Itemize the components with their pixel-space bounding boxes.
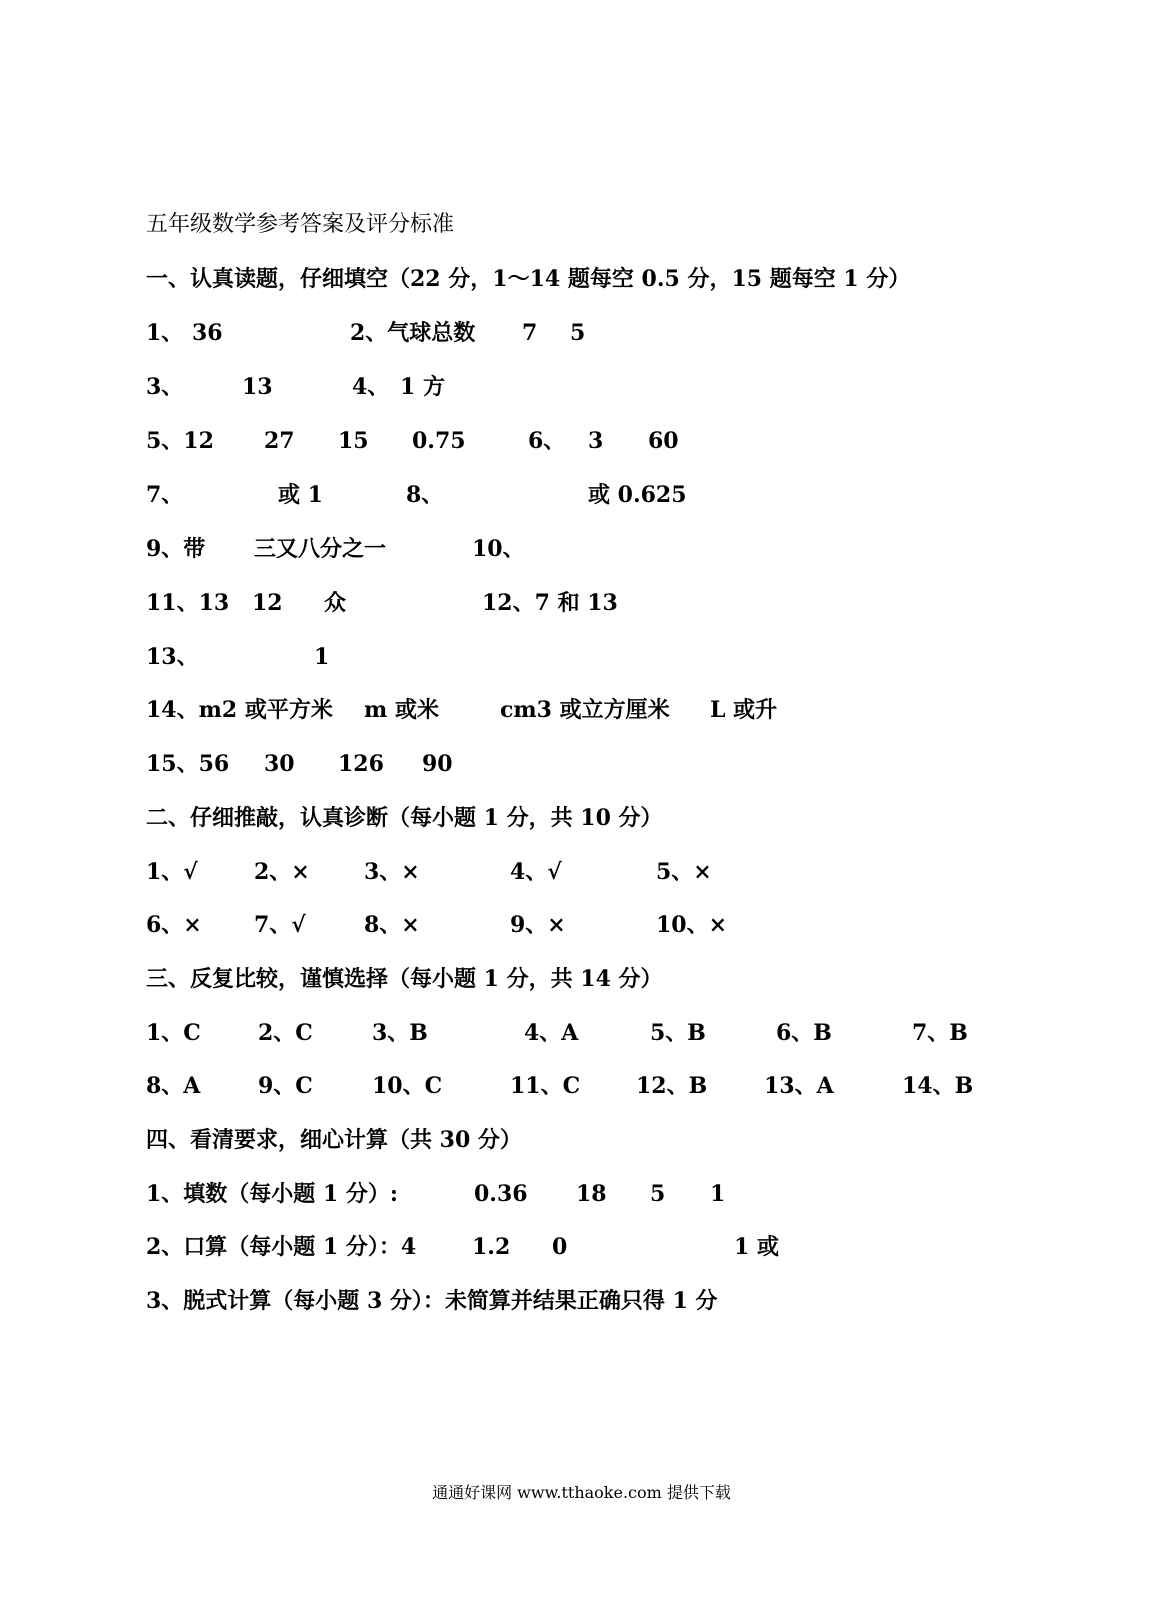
- answer-item: 12、B: [636, 1073, 708, 1099]
- answer-item: 27: [264, 428, 295, 454]
- answer-item: 14、B: [902, 1073, 974, 1099]
- answer-item: 3、: [146, 374, 184, 400]
- footer-download-note: 通通好课网 www.tthaoke.com 提供下载: [432, 1483, 731, 1502]
- answer-item: 4、: [352, 374, 390, 400]
- answer-item: 11、C: [510, 1073, 581, 1099]
- answer-item: 或 1: [278, 482, 323, 508]
- answer-item: 3、脱式计算（每小题 3 分）：未简算并结果正确只得 1 分: [146, 1288, 718, 1314]
- answer-item: 7: [522, 320, 538, 346]
- section1-heading: 一、认真读题，仔细填空（22 分，1～14 题每空 0.5 分，15 题每空 1 分）: [146, 266, 911, 292]
- answer-item: 或 0.625: [588, 482, 687, 508]
- answer-item: 5、×: [656, 859, 712, 885]
- answer-item: 126: [338, 751, 384, 777]
- answer-item: 3、×: [364, 859, 420, 885]
- answer-item: 10、C: [372, 1073, 443, 1099]
- answer-item: L 或升: [710, 697, 778, 723]
- answer-item: m 或米: [364, 697, 439, 723]
- answer-item: 15、56: [146, 751, 230, 777]
- answer-item: 15: [338, 428, 369, 454]
- answer-item: 0.75: [412, 428, 466, 454]
- answer-item: 7、√: [254, 912, 306, 938]
- answer-item: 60: [648, 428, 679, 454]
- section3-heading: 三、反复比较，谨慎选择（每小题 1 分，共 14 分）: [146, 966, 663, 992]
- answer-item: 14、m2 或平方米: [146, 697, 333, 723]
- answer-item: 10、: [472, 536, 525, 562]
- answer-item: 8、: [406, 482, 444, 508]
- answer-item: 1 或: [734, 1234, 779, 1260]
- answer-item: 7、B: [912, 1020, 968, 1046]
- answer-item: 8、×: [364, 912, 420, 938]
- answer-item: 0: [552, 1234, 568, 1260]
- answer-item: 1、填数（每小题 1 分）:: [146, 1181, 399, 1207]
- answer-item: 5: [570, 320, 586, 346]
- answer-item: 6、×: [146, 912, 202, 938]
- answer-item: cm3 或立方厘米: [500, 697, 670, 723]
- answer-item: 30: [264, 751, 295, 777]
- answer-item: 3、B: [372, 1020, 428, 1046]
- answer-item: 5、B: [650, 1020, 706, 1046]
- answer-item: 2、气球总数: [350, 320, 476, 346]
- answer-item: 4、√: [510, 859, 562, 885]
- answer-item: 6、B: [776, 1020, 832, 1046]
- answer-item: 13: [242, 374, 273, 400]
- answer-item: 13、: [146, 644, 199, 670]
- answer-item: 13、A: [764, 1073, 834, 1099]
- answer-item: 2、口算（每小题 1 分）：4: [146, 1234, 417, 1260]
- answer-item: 90: [422, 751, 453, 777]
- answer-item: 5: [650, 1181, 666, 1207]
- answer-item: 10、×: [656, 912, 728, 938]
- section2-heading: 二、仔细推敲，认真诊断（每小题 1 分，共 10 分）: [146, 805, 663, 831]
- answer-item: 5、12: [146, 428, 214, 454]
- answer-item: 9、带: [146, 536, 206, 562]
- answer-item: 1: [314, 644, 330, 670]
- answer-item: 7、: [146, 482, 184, 508]
- answer-item: 9、C: [258, 1073, 313, 1099]
- answer-item: 9、×: [510, 912, 566, 938]
- answer-item: 1 方: [400, 374, 445, 400]
- answer-item: 众: [324, 590, 347, 616]
- answer-item: 12、7 和 13: [482, 590, 618, 616]
- answer-item: 1.2: [472, 1234, 511, 1260]
- answer-item: 1、C: [146, 1020, 201, 1046]
- answer-item: 4、A: [524, 1020, 579, 1046]
- answer-item: 12: [252, 590, 283, 616]
- answer-item: 3: [588, 428, 604, 454]
- answer-item: 11、13: [146, 590, 230, 616]
- answer-item: 18: [576, 1181, 607, 1207]
- answer-item: 2、C: [258, 1020, 313, 1046]
- answer-item: 36: [192, 320, 223, 346]
- answer-item: 三又八分之一: [254, 536, 387, 562]
- answer-item: 0.36: [474, 1181, 528, 1207]
- answer-item: 1、: [146, 320, 184, 346]
- answer-item: 2、×: [254, 859, 310, 885]
- section4-heading: 四、看清要求，细心计算（共 30 分）: [146, 1127, 522, 1153]
- answer-item: 6、: [528, 428, 566, 454]
- answer-item: 1: [710, 1181, 726, 1207]
- answer-item: 1、√: [146, 859, 198, 885]
- document-title: 五年级数学参考答案及评分标准: [146, 212, 455, 237]
- answer-item: 8、A: [146, 1073, 201, 1099]
